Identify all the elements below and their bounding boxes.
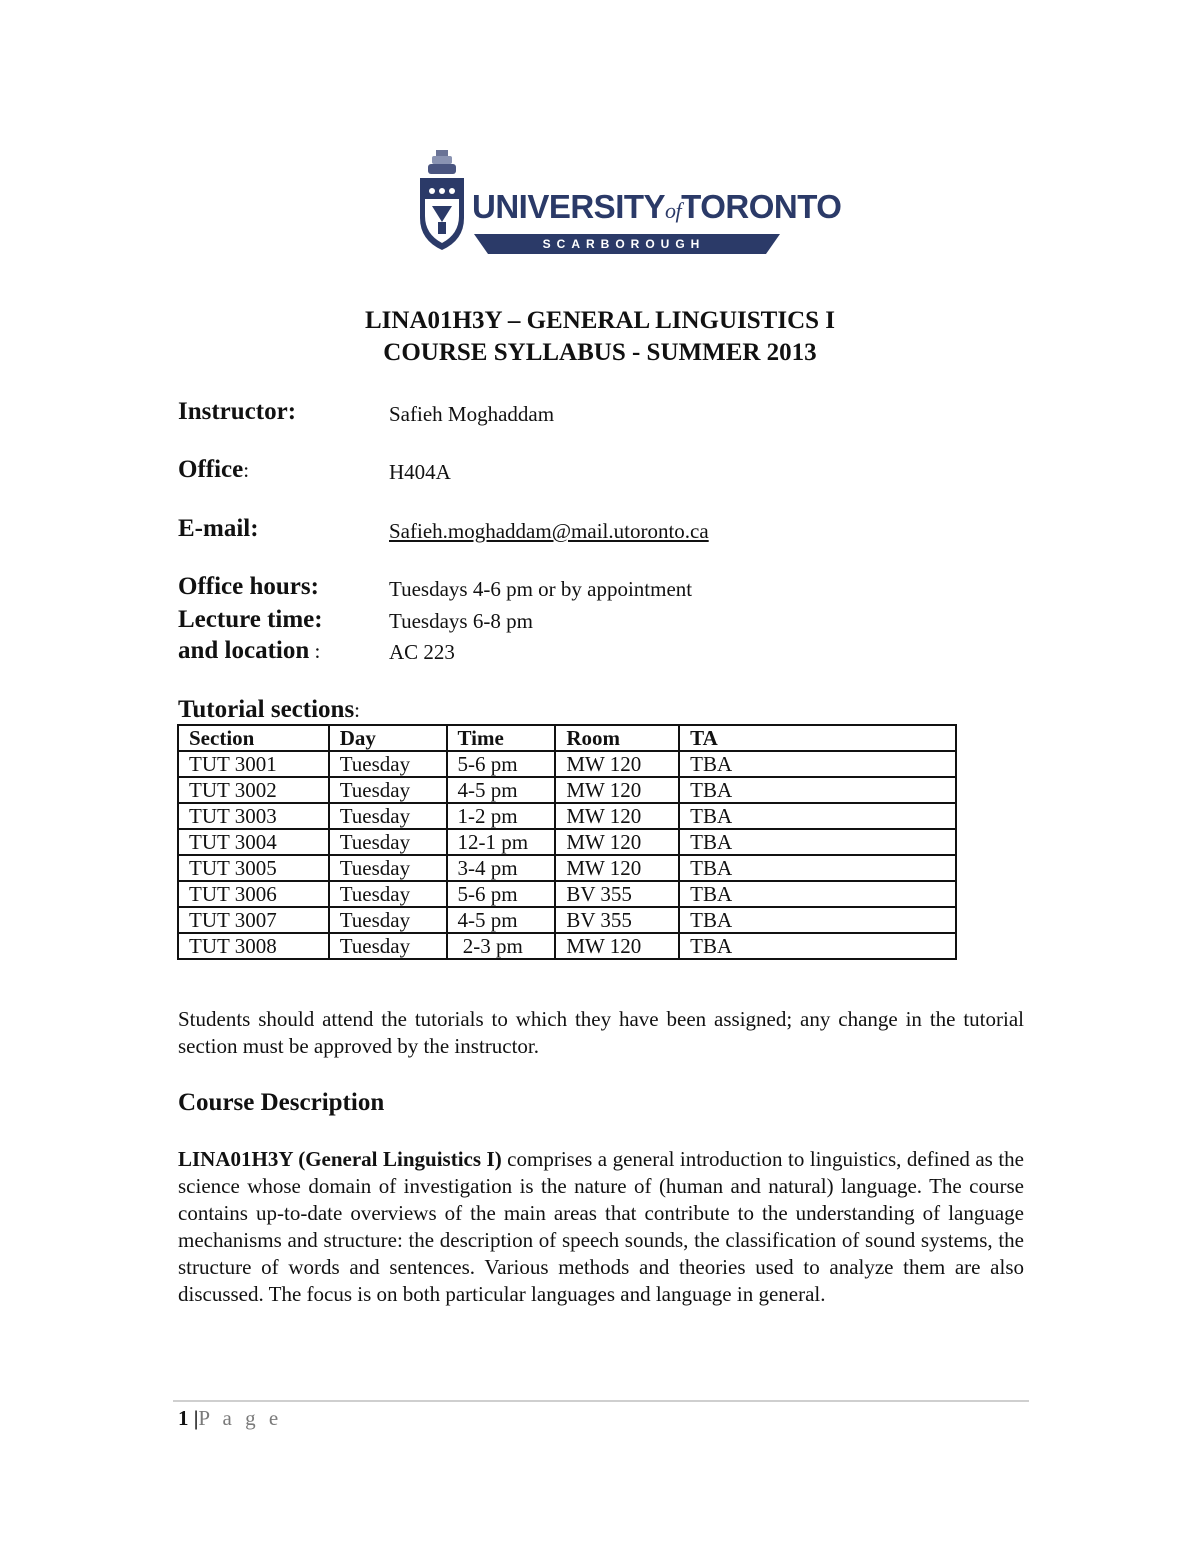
email-link[interactable]: Safieh.moghaddam@mail.utoronto.ca bbox=[389, 519, 709, 543]
tutorial-heading bbox=[178, 695, 360, 725]
office-label-colon: : bbox=[243, 458, 250, 482]
lecture-time-value: Tuesdays 6-8 pm bbox=[389, 609, 533, 633]
cell-day: Tuesday bbox=[329, 829, 447, 855]
cell-ta: TBA bbox=[679, 803, 956, 829]
office-label-text: Office bbox=[178, 456, 244, 483]
cell-section: TUT 3007 bbox=[178, 907, 329, 933]
cell-section: TUT 3006 bbox=[178, 881, 329, 907]
course-description-body: comprises a general introduction to linguistics, defined as the science whose domain of investigation is the nature of (human and natural) language. The course contains up-to-date overviews of the main areas that contribute to the understanding of language mechanisms and structure: the description of speech sounds, the classification of sound systems, the structure of words and sentences. Various methods and theories used to analyze them are also discussed. The focus is on both particular languages and language in general. bbox=[178, 1147, 1024, 1306]
cell-time: 12-1 pm bbox=[447, 829, 556, 855]
course-description-heading: Course Description bbox=[178, 1089, 385, 1116]
cell-section: TUT 3002 bbox=[178, 777, 329, 803]
office-hours-label: Office hours: bbox=[178, 573, 319, 600]
tutorial-table bbox=[177, 724, 957, 960]
cell-ta: TBA bbox=[679, 907, 956, 933]
cell-day: Tuesday bbox=[329, 777, 447, 803]
cell-ta: TBA bbox=[679, 777, 956, 803]
cell-time: 1-2 pm bbox=[447, 803, 556, 829]
office-value: H404A bbox=[389, 460, 451, 484]
course-description-lead: LINA01H3Y (General Linguistics I) bbox=[178, 1147, 502, 1171]
table-row bbox=[178, 855, 956, 881]
cell-ta: TBA bbox=[679, 829, 956, 855]
logo-ribbon-text: SCARBOROUGH bbox=[542, 237, 706, 251]
cell-room: MW 120 bbox=[555, 829, 679, 855]
table-row bbox=[178, 777, 956, 803]
table-row bbox=[178, 803, 956, 829]
cell-ta: TBA bbox=[679, 933, 956, 959]
logo-word-toronto: TORONTO bbox=[681, 188, 842, 225]
course-title: LINA01H3Y – GENERAL LINGUISTICS I bbox=[364, 307, 836, 334]
cell-section: TUT 3003 bbox=[178, 803, 329, 829]
cell-day: Tuesday bbox=[329, 855, 447, 881]
syllabus-title: COURSE SYLLABUS - SUMMER 2013 bbox=[383, 339, 817, 366]
office-hours-value: Tuesdays 4-6 pm or by appointment bbox=[389, 577, 693, 601]
table-row bbox=[178, 751, 956, 777]
cell-time: 4-5 pm bbox=[447, 777, 556, 803]
cell-room: MW 120 bbox=[555, 855, 679, 881]
location-label bbox=[178, 636, 320, 666]
cell-time: 4-5 pm bbox=[447, 907, 556, 933]
tutorial-note: Students should attend the tutorials to which they have been assigned; any change in the tutorial section must be approved by the instructor. bbox=[178, 1007, 1024, 1058]
tutorial-heading-text: Tutorial sections bbox=[178, 696, 355, 723]
logo-word-university: UNIVERSITY bbox=[472, 188, 666, 225]
cell-day: Tuesday bbox=[329, 933, 447, 959]
crest-icon bbox=[418, 148, 466, 252]
instructor-label: Instructor: bbox=[178, 398, 297, 425]
table-row bbox=[178, 907, 956, 933]
header-time: Time bbox=[447, 725, 556, 751]
cell-day: Tuesday bbox=[329, 803, 447, 829]
cell-room: MW 120 bbox=[555, 933, 679, 959]
cell-section: TUT 3008 bbox=[178, 933, 329, 959]
location-label-colon: : bbox=[309, 639, 321, 663]
cell-ta: TBA bbox=[679, 855, 956, 881]
cell-time: 2-3 pm bbox=[447, 933, 556, 959]
course-description-text bbox=[178, 1146, 1024, 1308]
page-word: P a g e bbox=[198, 1406, 283, 1430]
lecture-time-label: Lecture time: bbox=[178, 606, 323, 633]
email-label: E-mail: bbox=[178, 515, 259, 542]
cell-time: 5-6 pm bbox=[447, 881, 556, 907]
header-section: Section bbox=[178, 725, 329, 751]
table-row bbox=[178, 829, 956, 855]
cell-room: MW 120 bbox=[555, 777, 679, 803]
instructor-value: Safieh Moghaddam bbox=[389, 402, 555, 426]
table-header-row bbox=[178, 725, 956, 751]
cell-time: 3-4 pm bbox=[447, 855, 556, 881]
header-day: Day bbox=[329, 725, 447, 751]
footer-divider bbox=[173, 1400, 1029, 1402]
cell-section: TUT 3005 bbox=[178, 855, 329, 881]
cell-ta: TBA bbox=[679, 881, 956, 907]
cell-section: TUT 3001 bbox=[178, 751, 329, 777]
cell-time: 5-6 pm bbox=[447, 751, 556, 777]
university-logo bbox=[418, 148, 842, 254]
tutorial-heading-colon: : bbox=[354, 698, 361, 722]
cell-ta: TBA bbox=[679, 751, 956, 777]
cell-room: BV 355 bbox=[555, 907, 679, 933]
location-value: AC 223 bbox=[389, 640, 455, 664]
page-number: 1 bbox=[178, 1406, 189, 1430]
page-footer bbox=[178, 1404, 282, 1432]
cell-day: Tuesday bbox=[329, 907, 447, 933]
table-row bbox=[178, 933, 956, 959]
table-row bbox=[178, 881, 956, 907]
header-room: Room bbox=[555, 725, 679, 751]
cell-day: Tuesday bbox=[329, 881, 447, 907]
cell-section: TUT 3004 bbox=[178, 829, 329, 855]
cell-room: MW 120 bbox=[555, 803, 679, 829]
office-label bbox=[178, 455, 249, 485]
cell-room: BV 355 bbox=[555, 881, 679, 907]
location-label-text: and location bbox=[178, 637, 310, 664]
logo-wordmark bbox=[472, 190, 841, 223]
cell-day: Tuesday bbox=[329, 751, 447, 777]
logo-word-of: of bbox=[665, 198, 682, 223]
header-ta: TA bbox=[679, 725, 956, 751]
cell-room: MW 120 bbox=[555, 751, 679, 777]
footer-separator: | bbox=[193, 1406, 199, 1430]
